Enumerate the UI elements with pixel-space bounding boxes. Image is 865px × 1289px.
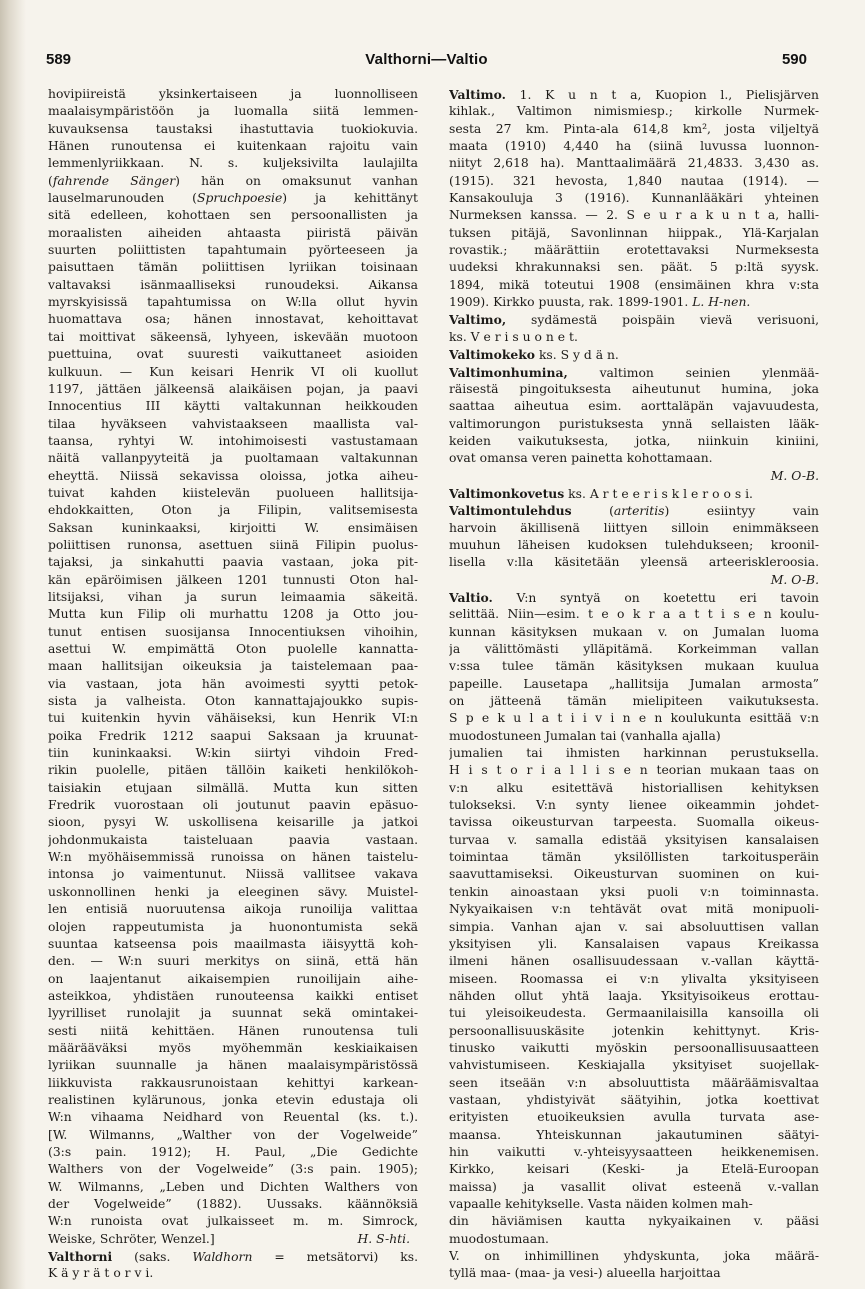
text-line: asteikkoa, yhdistäen runouteensa kaikki entiset (48, 988, 418, 1003)
text-line: näitä vallanpyyteitä ja puoltamaan valtakunnan (48, 451, 418, 466)
page-number-left: 589 (46, 51, 72, 68)
text-line: maata (1910) 4,440 ha (siinä luvussa luonnon- (449, 139, 819, 154)
text-line: lyriikan suunnalle ja hänen maalaisympäristössä (48, 1058, 418, 1073)
page-number-right: 590 (781, 51, 807, 68)
text-line: vahvistumiseen. Keskiajalla yksityiset suojellak- (449, 1058, 819, 1073)
text-line: Fredrik vuorostaan oli joutunut paavin epäsuo- (48, 798, 418, 813)
text-line: vapaalle kehitykselle. Vasta näiden kolmen mah- (449, 1197, 753, 1211)
text-line: uskonnollinen henki ja eleeginen sävy. Muistel- (48, 884, 418, 899)
text-line: selittää. Niin—esim. t e o k r a a t t i s e n koulu- (449, 607, 819, 622)
text-line: Valtimo. 1. K u n t a, Kuopion l., Pielisjärven (449, 87, 819, 102)
text-line: K ä y r ä t o r v i. (48, 1266, 154, 1281)
text-line: jumalien tai ihmisten harkinnan perustuksella. (449, 746, 819, 761)
text-line: Nurmeksen kanssa. — 2. S e u r a k u n t a, halli- (449, 208, 819, 223)
text-line: ks. V e r i s u o n e t. (449, 329, 578, 344)
text-line: taansa, ryhtyi W. intohimoisesti vastustamaan (48, 433, 418, 448)
text-line: lemmenlyriikkaan. N. s. kuljeksivilta laulajilta (48, 156, 418, 171)
text-line: den. — W:n suuri merkitys on siinä, että hän (48, 954, 418, 969)
text-line: myrskyisissä tapahtumissa on W:lla ollut hyvin (48, 295, 418, 310)
text-line: sista ja valheista. Oton kannattajajoukko supis- (48, 694, 418, 709)
text-line: Valtimontulehdus (arteritis) esiintyy vain (449, 503, 819, 519)
text-line: vastaan, yhdistyivät säätyihin, jotka koettivat (449, 1092, 819, 1107)
text-line: H. S-hti. Weiske, Schröter, Wenzel.] (48, 1231, 410, 1246)
text-line: V. on inhimillinen yhdyskunta, joka määrä- (449, 1249, 819, 1264)
text-line: miseen. Roomassa ei v:n ylivalta yksityiseen (449, 971, 819, 986)
text-line: yksityisen yli. Kansalaisen vapaus Kreikassa (449, 936, 819, 951)
text-line: puettuina, ovat suuresti vaikuttaneet asioiden (48, 347, 418, 362)
text-line: ehdokkaitten, Oton ja Filipin, valitsemisesta (48, 503, 418, 518)
text-line: tinusko vaikutti myöskin persoonallisuusaatteen (449, 1040, 819, 1055)
text-line: W:n vihaama Neidhard von Reuental (ks. t.). (48, 1110, 418, 1125)
text-line: tulokseksi. V:n synty lienee oikeammin johdet- (449, 798, 819, 813)
text-line: Nykyaikaisen v:n tehtävät ovat mitä monipuoli- (449, 902, 819, 917)
text-line: v:n alku esitettävä historiallisen kehityksen (449, 780, 819, 795)
text-line: toimintaa tämän yksilöllisten tarkoitusperäin (449, 850, 819, 865)
text-line: hin vaikutti v.-yhteisyysaatteen heikkenemisen. (449, 1144, 819, 1159)
text-line: tuivat kahden kiistelevän puolueen hallitsija- (48, 485, 418, 500)
text-line: moraalisten aiheiden ahtaasta piiristä päivän (48, 225, 418, 240)
text-line: määrääväksi myös myöhemmän keskiaikaisen (48, 1040, 418, 1055)
text-line: nähden ollut yhtä laaja. Yksityisoikeus erottau- (449, 988, 819, 1003)
text-line: sesti niitä kehittäen. Hänen runoutensa tuli (48, 1023, 418, 1038)
text-line: asettui W. empimättä Oton puolelle kannatta- (48, 642, 418, 656)
text-line: M. O-B. (770, 572, 819, 587)
text-line: keiden vaikutuksesta, jotka, niinkuin kiniini, (449, 433, 819, 448)
text-line: papeille. Lausetapa „hallitsija Jumalan armosta” (449, 676, 819, 691)
text-line: kunnan käsityksen mukaan v. on Jumalan luoma (449, 624, 819, 639)
text-line: Innocentius III käytti valtakunnan heikkouden (48, 399, 418, 414)
text-line: Valtio. V:n syntyä on koetettu eri tavoin (449, 589, 819, 605)
text-line: lyyrilliset runolajit ja suunnat sekä omintakei- (48, 1006, 418, 1021)
text-line: on jätteenä tämän mielipiteen vaikutuksesta. (449, 694, 819, 709)
text-line: sioon, pysyi W. uskollisena keisarille ja jatkoi (48, 815, 418, 830)
text-line: (fahrende Sänger) hän on omaksunut vanhan (48, 173, 418, 188)
text-line: sitä edelleen, kohottaen sen persoonallisten ja (48, 208, 418, 223)
page-binding-shadow (0, 0, 26, 1289)
text-line: erityisten etuoikeuksien avulla turvata ase- (449, 1110, 819, 1125)
text-line: S p e k u l a t i i v i n e n koulukunta esittää v:n (449, 711, 819, 726)
text-line: kulkuun. — Kun keisari Henrik VI oli kuollut (48, 364, 418, 379)
text-line: lauselmarunouden (Spruchpoesie) ja kehittänyt (48, 191, 418, 206)
running-title: Valthorni—Valtio (365, 51, 488, 68)
right-text-column (449, 86, 819, 1283)
text-line: muodostumaan. (449, 1231, 549, 1246)
text-line: muuhun läheisen kudoksen tulehdukseen; kroonil- (449, 537, 819, 552)
text-line: maansa. Yhteiskunnan jakautuminen säätyi- (449, 1127, 819, 1142)
text-line: intonsa jo vaimentunut. Niissä vallitsee vakava (48, 867, 418, 882)
text-line: johdonmukaista taisteluaan paavia vastaan. (48, 832, 418, 847)
text-line: Walthers von der Vogelweide” (3:s pain. 1905); (48, 1162, 418, 1177)
text-line: W:n myöhäisemmissä runoissa on hänen taistelu- (48, 850, 418, 865)
text-line: din häviämisen kautta nykyaikainen v. pääsi (449, 1214, 819, 1229)
text-line: poika Fredrik 1212 saapui Saksaan ja kruunat- (48, 728, 418, 743)
text-line: maan hallitsijan oikeuksia ja taistelemaan paa- (48, 659, 418, 674)
text-line: der Vogelweide” (1882). Uussaks. käännöksiä (48, 1197, 418, 1211)
text-line: persoonallisuuskäsite jotenkin kehittynyt. Kris- (449, 1023, 819, 1038)
text-line: [W. Wilmanns, „Walther von der Vogelweide” (48, 1127, 418, 1142)
text-line: W:n runoista ovat julkaisseet m. m. Simrock, (48, 1214, 418, 1229)
text-line: Mutta kun Filip oli murhattu 1208 ja Otto jou- (48, 607, 418, 622)
text-line: kihlak., Valtimon nimismiesp.; kirkolle Nurmek- (449, 104, 819, 119)
text-line: tiin kuninkaaksi. W:kin siirtyi vihdoin Fred- (48, 746, 418, 761)
text-line: (3:s pain. 1912); H. Paul, „Die Gedichte (48, 1144, 418, 1159)
text-line: sesta 27 km. Pinta-ala 614,8 km², josta viljeltyä (449, 121, 819, 136)
text-line: hovipiireistä yksinkertaiseen ja luonnolliseen (48, 87, 418, 101)
text-line: len entisiä nuoruutensa aikoja runoilija valittaa (48, 902, 418, 917)
text-line: Kirkko, keisari (Keski- ja Etelä-Euroopan (449, 1162, 819, 1177)
text-line: Valtimonkovetus ks. A r t e e r i s k l e r o o s i. (449, 485, 753, 501)
text-line: lisella v:lla käsitetään yleensä arteeriskleroosia. (449, 555, 819, 570)
text-line: maalaisympäristöön ja luomalla siitä lemmen- (48, 104, 418, 119)
text-line: tui kuitenkin hyvin vähäiseksi, kun Henrik VI:n (48, 711, 418, 726)
text-line: turvaa v. samalla edistää yksityisen kansalaisen (449, 832, 819, 847)
text-line: niityt 2,618 ha). Manttaalimäärä 21,4833. 3,430 as. (449, 156, 819, 171)
text-line: rikin puolelle, pitäen tällöin kaiketi henkilökoh- (48, 763, 418, 778)
text-line: W. Wilmanns, „Leben und Dichten Walthers von (48, 1179, 418, 1194)
text-line: ja välittömästi ylläpitämä. Korkeimman vallan (449, 642, 819, 656)
text-line: 1894, mikä toteutui 1908 (ensimäinen khra v:sta (449, 277, 819, 292)
text-line: Hänen runoutensa ei kuitenkaan rajoitu vain (48, 139, 418, 154)
text-line: olojen rappeutumista ja huonontumista sekä (48, 919, 418, 934)
text-line: 1909). Kirkko puusta, rak. 1899-1901. L. H-nen. (449, 295, 751, 310)
text-line: 1197, jättäen jälkeensä alaikäisen pojan, ja paavi (48, 381, 418, 396)
text-line: Kansakouluja 3 (1916). Kunnanlääkäri yhteinen (449, 191, 819, 206)
text-line: via vastaan, jota hän avoimesti syytti petok- (48, 676, 418, 691)
text-line: tui yleisoikeudesta. Germaanilaisilla kansoilla oli (449, 1006, 819, 1021)
text-line: H i s t o r i a l l i s e n teorian mukaan taas on (449, 763, 819, 778)
text-line: saavuttamiseksi. Oikeusturvan suominen on kui- (449, 867, 819, 882)
text-line: tyllä maa- (maa- ja vesi-) alueella harjoittaa (449, 1266, 721, 1281)
left-text-column (48, 86, 418, 1283)
text-line: kuvauksensa taustaksi ihastuttavia tuokiokuvia. (48, 121, 418, 136)
text-line: maissa) ja vasallit olivat esteenä v.-vallan (449, 1179, 819, 1194)
text-line: ovat omansa veren painetta kohottamaan. (449, 451, 713, 466)
text-line: paisuttaen tämän poliittisen lyriikan toisinaan (48, 260, 418, 275)
text-line: tavissa oikeusturvan tarpeesta. Suomalla oikeus- (449, 815, 819, 830)
text-line: realistinen kylärunous, jonka etevin edustaja oli (48, 1092, 418, 1107)
text-line: taisiakin etujaan silmällä. Mutta kun sitten (48, 780, 418, 795)
text-line: eheyttä. Niissä sekavissa oloissa, jotka aiheu- (48, 468, 418, 483)
text-line: litsijaksi, vihan ja surun leimaamia säkeitä. (48, 589, 418, 604)
text-line: kän epäröimisen jälkeen 1201 tunnusti Oton hal- (48, 572, 418, 587)
text-line: Valtimonhumina, valtimon seinien ylenmää- (449, 364, 819, 380)
text-line: Valthorni (saks. Waldhorn = metsätorvi) ks. (48, 1249, 418, 1265)
text-line: tunut entisen suosijansa Innocentiuksen vihoihin, (48, 624, 418, 639)
text-line: uudeksi khrakunnaksi sen. päät. 5 p:ltä syysk. (449, 260, 819, 275)
text-line: poliittisen runonsa, asettuen siinä Filipin puolus- (48, 537, 418, 552)
text-line: tuksen pitäjä, Savonlinnan hiippak., Ylä-Karjalan (449, 225, 819, 240)
text-line: muodostuneen Jumalan tai (vanhalla ajalla) (449, 728, 721, 743)
text-line: Saksan kuninkaaksi, kirjoitti W. ensimäisen (48, 520, 418, 535)
text-line: Valtimo, sydämestä poispäin vievä verisuoni, (449, 312, 819, 328)
text-line: huomattava osa; hänen innostavat, kehoittavat (48, 312, 418, 327)
text-line: M. O-B. (770, 468, 819, 483)
text-line: (1915). 321 hevosta, 1,840 nautaa (1914). — (449, 173, 819, 188)
text-line: harvoin äkillisenä liittyen silloin enimmäkseen (449, 520, 819, 535)
text-line: saattaa aiheutua esim. aorttaläpän vajavuudesta, (449, 399, 819, 414)
text-line: on laajentanut aikaisempien runoilijain aihe- (48, 971, 418, 986)
text-line: Valtimokeko ks. S y d ä n. (449, 347, 619, 363)
text-line: suuntaa katseensa pois maailmasta iäisyyttä koh- (48, 936, 418, 951)
text-line: valtimorungon puristuksesta ynnä sellaisten lääk- (449, 416, 819, 431)
text-line: tenkin ainoastaan yksi puoli v:n toiminnasta. (449, 884, 819, 899)
text-line: v:ssa tulee tämän käsityksen mukaan kuulua (449, 659, 819, 674)
text-line: suurten poliittisten tapahtumain pyörteeseen ja (48, 243, 418, 258)
text-line: liikkuvista rakkausrunoistaan kehittyi karkean- (48, 1075, 418, 1090)
text-line: rovastik.; määrättiin erotettavaksi Nurmeksesta (449, 243, 819, 258)
text-line: tai moittivat säkeensä, lyhyeen, iskevään muotoon (48, 329, 418, 344)
text-line: ilmeni hänen osallisuudessaan v.-vallan käyttä- (449, 954, 819, 969)
page-header (46, 51, 807, 73)
text-line: tilaa hyväkseen vahvistaakseen maallista val- (48, 416, 418, 431)
text-line: simpia. Vanhan ajan v. sai absoluuttisen vallan (449, 919, 819, 934)
text-line: seen itseään v:n absoluuttista määräämisvaltaa (449, 1075, 819, 1090)
text-line: valtavaksi isänmaalliseksi runoudeksi. Aikansa (48, 277, 418, 292)
text-line: räisestä pingoituksesta aiheutunut humina, joka (449, 381, 819, 396)
text-line: tajaksi, ja sinkahutti paavia vastaan, joka pit- (48, 555, 418, 570)
